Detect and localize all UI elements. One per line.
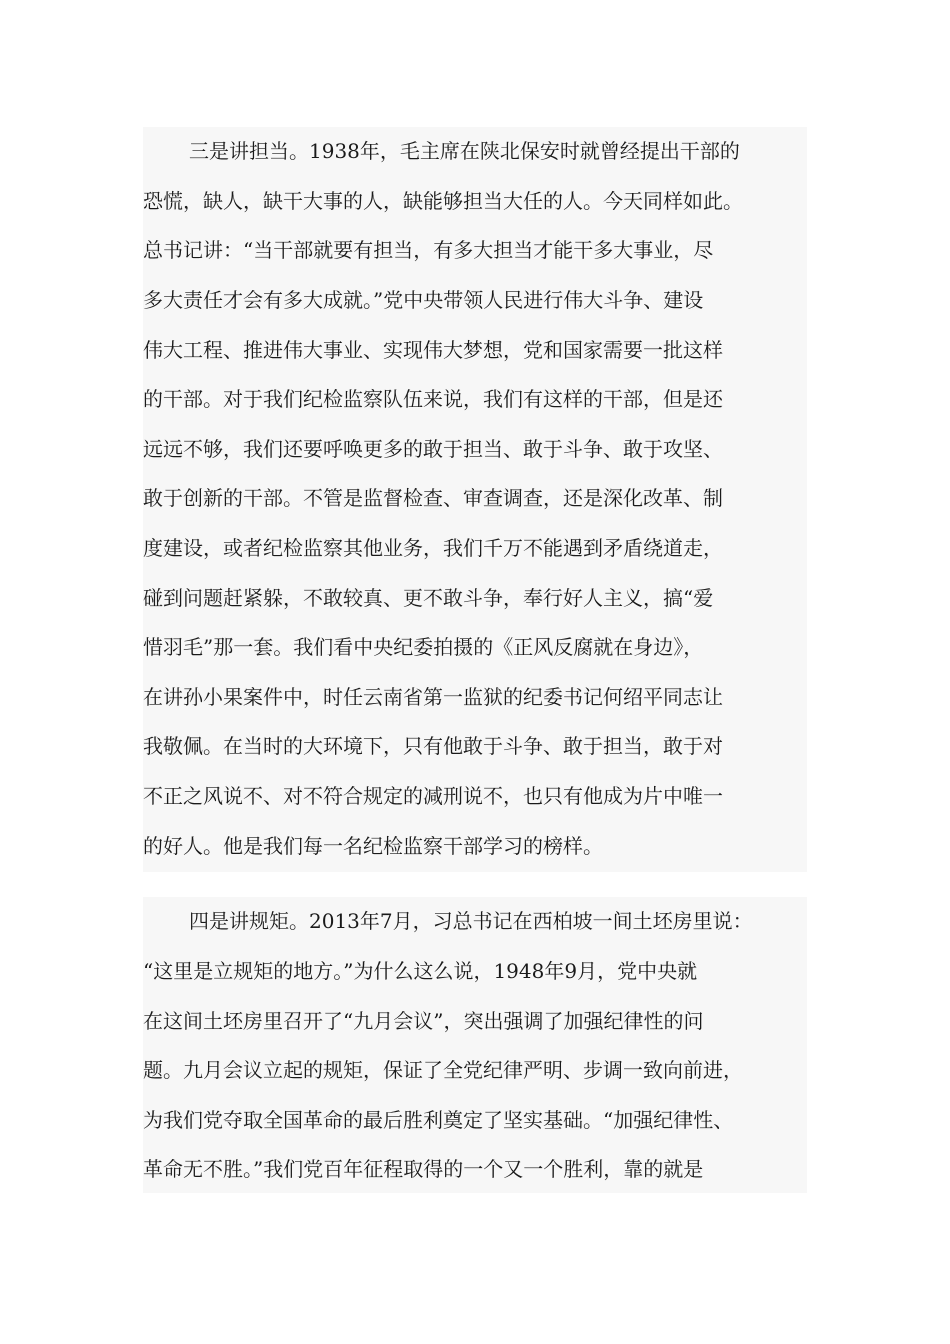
- paragraph-line: 三是讲担当。1938年，毛主席在陕北保安时就曾经提出干部的: [189, 139, 740, 163]
- paragraph-line: 多大责任才会有多大成就。”党中央带领人民进行伟大斗争、建设: [143, 288, 704, 312]
- paragraph-line: 碰到问题赶紧躲，不敢较真、更不敢斗争，奉行好人主义，搞“爱: [143, 586, 714, 610]
- paragraph-line: 革命无不胜。”我们党百年征程取得的一个又一个胜利，靠的就是: [143, 1157, 704, 1181]
- paragraph-line: 度建设，或者纪检监察其他业务，我们千万不能遇到矛盾绕道走，: [143, 536, 723, 560]
- paragraph-responsibility: [143, 127, 807, 872]
- paragraph-line: 不正之风说不、对不符合规定的减刑说不，也只有他成为片中唯一: [143, 784, 723, 808]
- paragraph-line: 在这间土坯房里召开了“九月会议”，突出强调了加强纪律性的问: [143, 1009, 704, 1033]
- paragraph-line: 四是讲规矩。2013年7月，习总书记在西柏坡一间土坯房里说：: [189, 909, 753, 933]
- paragraph-line: 敢于创新的干部。不管是监督检查、审查调查，还是深化改革、制: [143, 486, 723, 510]
- paragraph-line: 远远不够，我们还要呼唤更多的敢于担当、敢于斗争、敢于攻坚、: [143, 437, 723, 461]
- paragraph-line: 的干部。对于我们纪检监察队伍来说，我们有这样的干部，但是还: [143, 387, 723, 411]
- paragraph-line: 我敬佩。在当时的大环境下，只有他敢于斗争、敢于担当，敢于对: [143, 734, 723, 758]
- paragraph-line: 惜羽毛”那一套。我们看中央纪委拍摄的《正风反腐就在身边》，: [143, 635, 704, 659]
- paragraph-line: 为我们党夺取全国革命的最后胜利奠定了坚实基础。“加强纪律性、: [143, 1108, 734, 1132]
- paragraph-rules: [143, 897, 807, 1193]
- paragraph-line: 恐慌，缺人，缺干大事的人，缺能够担当大任的人。今天同样如此。: [143, 189, 743, 213]
- paragraph-line: 在讲孙小果案件中，时任云南省第一监狱的纪委书记何绍平同志让: [143, 685, 723, 709]
- paragraph-line: 题。九月会议立起的规矩，保证了全党纪律严明、步调一致向前进，: [143, 1058, 743, 1082]
- paragraph-line: 总书记讲：“当干部就要有担当，有多大担当才能干多大事业，尽: [143, 238, 714, 262]
- paragraph-line: “这里是立规矩的地方。”为什么这么说，1948年9月，党中央就: [143, 959, 698, 983]
- paragraph-line: 的好人。他是我们每一名纪检监察干部学习的榜样。: [143, 834, 603, 858]
- paragraph-line: 伟大工程、推进伟大事业、实现伟大梦想，党和国家需要一批这样: [143, 338, 723, 362]
